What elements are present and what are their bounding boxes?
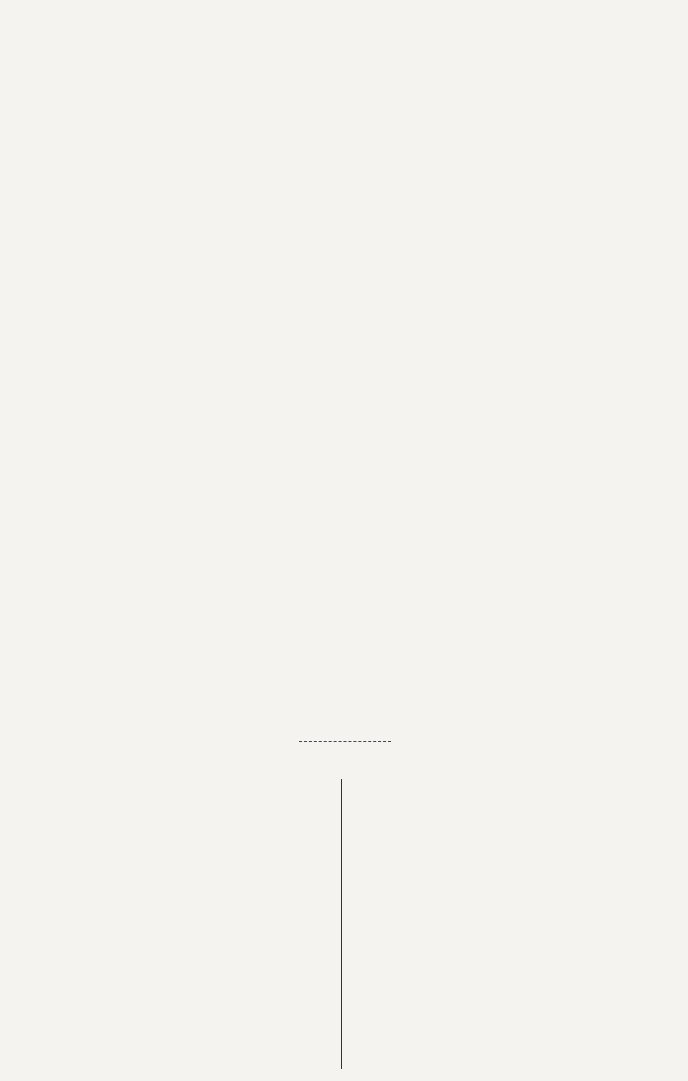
column-rule xyxy=(341,779,342,1069)
divider xyxy=(299,741,391,742)
